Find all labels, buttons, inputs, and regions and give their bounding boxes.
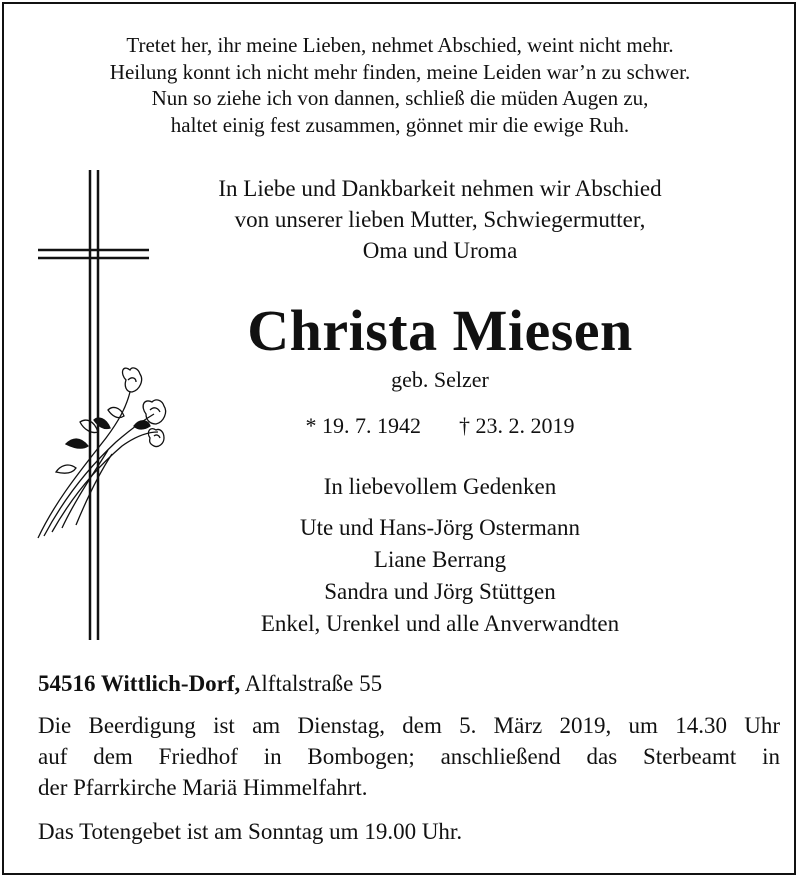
poem-line: Heilung konnt ich nicht mehr finden, meine Leiden war’n zu schwer. [109,59,691,84]
life-dates [140,412,740,440]
death-date: † 23. 2. 2019 [459,413,575,438]
mourner-entry: Liane Berrang [373,547,507,572]
intro-text [140,173,740,266]
birth-name: geb. Selzer [391,367,489,392]
mourner-entry: Sandra und Jörg Stüttgen [324,579,556,604]
funeral-line: Die Beerdigung ist am Dienstag, dem 5. März 2019, um 14.30 Uhr [38,713,780,738]
poem-line: haltet einig fest zusammen, gönnet mir die ewige Ruh. [170,112,630,137]
tribute-line: In liebevollem Gedenken [323,474,557,499]
funeral-details [38,710,780,803]
address-street: Alftalstraße 55 [244,671,383,696]
mourner-entry: Ute und Hans-Jörg Ostermann [300,515,580,540]
address-place: 54516 Wittlich-Dorf, [38,671,241,696]
mourner-entry: Enkel, Urenkel und alle Anverwandten [260,611,620,636]
funeral-line: auf dem Friedhof in Bombogen; anschließend das Sterbeamt in [38,744,780,769]
intro-line: von unserer lieben Mutter, Schwiegermutter, [234,207,646,232]
funeral-line: der Pfarrkirche Mariä Himmelfahrt. [38,775,368,800]
intro-line: Oma und Uroma [362,238,518,263]
cross-icon [38,170,149,640]
poem-line: Tretet her, ihr meine Lieben, nehmet Abschied, weint nicht mehr. [126,33,674,57]
deceased-name: Christa Miesen [247,298,633,363]
prayer-notice: Das Totengebet ist am Sonntag um 19.00 Uhr. [38,819,463,844]
mourners-list [140,512,740,640]
memorial-poem [0,32,800,138]
family-address [38,670,382,698]
birth-date: * 19. 7. 1942 [305,413,421,438]
intro-line: In Liebe und Dankbarkeit nehmen wir Abschied [218,176,662,201]
poem-line: Nun so ziehe ich von dannen, schließ die müden Augen zu, [151,86,649,110]
